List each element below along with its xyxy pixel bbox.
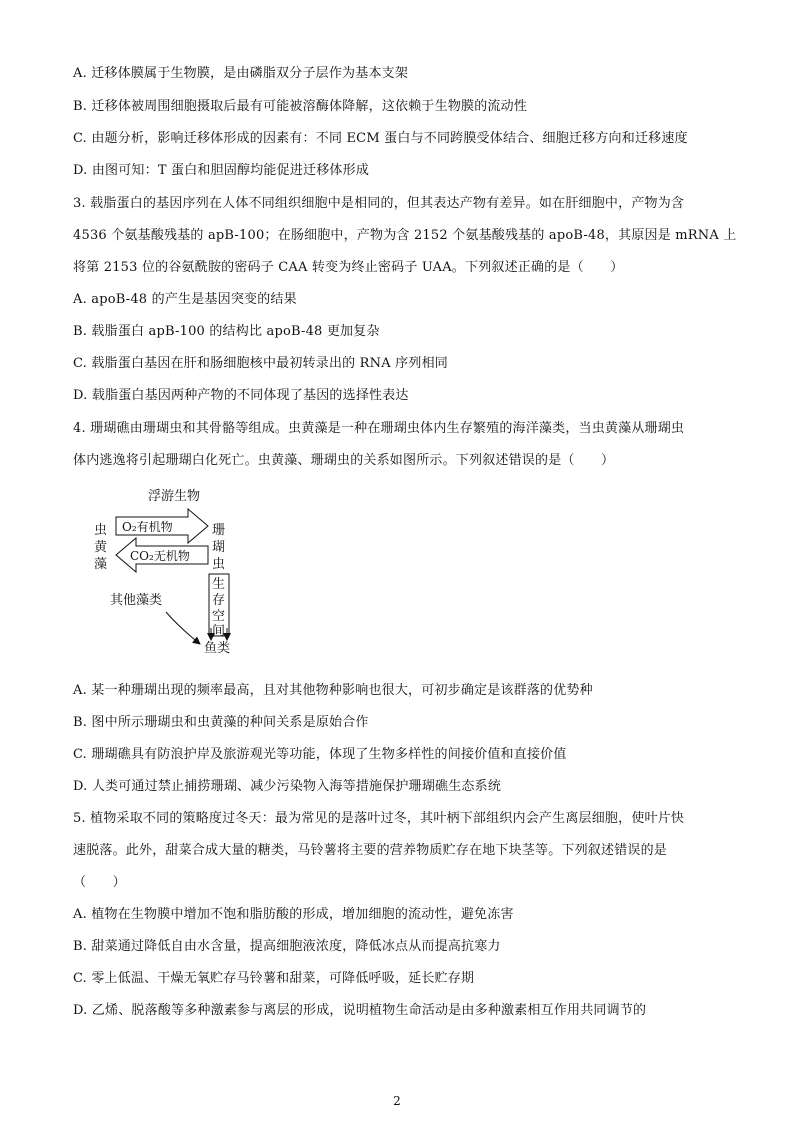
living-space-char-1: 生 [212, 577, 226, 592]
q5-option-d: D. 乙烯、脱落酸等多种激素参与离层的形成，说明植物生命活动是由多种激素相互作用共同调节的 [73, 1003, 647, 1018]
zooxanthellae-char-1: 虫 [94, 523, 108, 538]
q5-stem-line-3: （ ） [73, 875, 126, 890]
q3-option-c: C. 载脂蛋白基因在肝和肠细胞核中最初转录出的 RNA 序列相同 [73, 356, 448, 371]
coral-polyp-char-2: 瑚 [212, 540, 226, 555]
q2-option-d: D. 由图可知：T 蛋白和胆固醇均能促进迁移体形成 [73, 163, 370, 178]
q4-stem-line-1: 4. 珊瑚礁由珊瑚虫和其骨骼等组成。虫黄藻是一种在珊瑚虫体内生存繁殖的海洋藻类，当虫黄藻从珊瑚虫 [73, 421, 685, 436]
q3-option-d: D. 载脂蛋白基因两种产物的不同体现了基因的选择性表达 [73, 388, 409, 403]
algae-to-fish-arrow [166, 612, 200, 644]
co2-inorganics-label: CO₂无机物 [130, 549, 190, 563]
fish-label: 鱼类 [204, 641, 231, 656]
q3-option-b: B. 载脂蛋白 apB-100 的结构比 apoB-48 更加复杂 [73, 324, 380, 339]
relationship-diagram [88, 478, 248, 658]
q3-option-a: A. apoB-48 的产生是基因突变的结果 [73, 292, 297, 307]
living-space-char-2: 存 [212, 593, 226, 608]
q4-option-b: B. 图中所示珊瑚虫和虫黄藻的种间关系是原始合作 [73, 715, 369, 730]
q5-option-b: B. 甜菜通过降低自由水含量，提高细胞液浓度，降低冰点从而提高抗寒力 [73, 939, 501, 954]
q5-option-c: C. 零上低温、干燥无氧贮存马铃薯和甜菜，可降低呼吸，延长贮存期 [73, 971, 475, 986]
q5-stem-line-1: 5. 植物采取不同的策略度过冬天：最为常见的是落叶过冬，其叶柄下部组织内会产生离层细胞，使叶片快 [73, 811, 685, 826]
plankton-label: 浮游生物 [148, 489, 201, 504]
q2-option-a: A. 迁移体膜属于生物膜，是由磷脂双分子层作为基本支架 [73, 66, 409, 81]
living-space-char-4: 间 [212, 624, 226, 639]
zooxanthellae-char-3: 藻 [94, 557, 108, 572]
zooxanthellae-char-2: 黄 [94, 540, 108, 555]
q4-stem-line-2: 体内逃逸将引起珊瑚白化死亡。虫黄藻、珊瑚虫的关系如图所示。下列叙述错误的是（ ） [73, 453, 615, 468]
coral-polyp-char-3: 虫 [212, 557, 226, 572]
other-algae-label: 其他藻类 [110, 593, 163, 608]
q5-stem-line-2: 速脱落。此外，甜菜合成大量的糖类，马铃薯将主要的营养物质贮存在地下块茎等。下列叙述错误的是 [73, 843, 668, 858]
coral-polyp-char-1: 珊 [212, 523, 226, 538]
q3-stem-line-1: 3. 载脂蛋白的基因序列在人体不同组织细胞中是相同的，但其表达产物有差异。如在肝细胞中，产物为含 [73, 196, 685, 211]
q4-option-c: C. 珊瑚礁具有防浪护岸及旅游观光等功能，体现了生物多样性的间接价值和直接价值 [73, 747, 567, 762]
living-space-char-3: 空 [212, 609, 226, 624]
page-number: 2 [393, 1094, 401, 1108]
q4-option-a: A. 某一种珊瑚出现的频率最高，且对其他物种影响也很大，可初步确定是该群落的优势种 [73, 683, 593, 698]
q5-option-a: A. 植物在生物膜中增加不饱和脂肪酸的形成，增加细胞的流动性，避免冻害 [73, 907, 514, 922]
q3-stem-line-2: 4536 个氨基酸残基的 apB-100；在肠细胞中，产物为含 2152 个氨基酸残基的 apoB-48，其原因是 mRNA 上 [73, 228, 737, 243]
q4-option-d: D. 人类可通过禁止捕捞珊瑚、减少污染物入海等措施保护珊瑚礁生态系统 [73, 779, 502, 794]
q3-stem-line-3: 将第 2153 位的谷氨酰胺的密码子 CAA 转变为终止密码子 UAA。下列叙述正确的是（ ） [73, 260, 624, 275]
q2-option-b: B. 迁移体被周围细胞摄取后最有可能被溶酶体降解，这依赖于生物膜的流动性 [73, 99, 528, 114]
oxygen-organics-label: O₂有机物 [122, 520, 173, 534]
q2-option-c: C. 由题分析，影响迁移体形成的因素有：不同 ECM 蛋白与不同跨膜受体结合、细胞迁移方向和迁移速度 [73, 131, 688, 146]
